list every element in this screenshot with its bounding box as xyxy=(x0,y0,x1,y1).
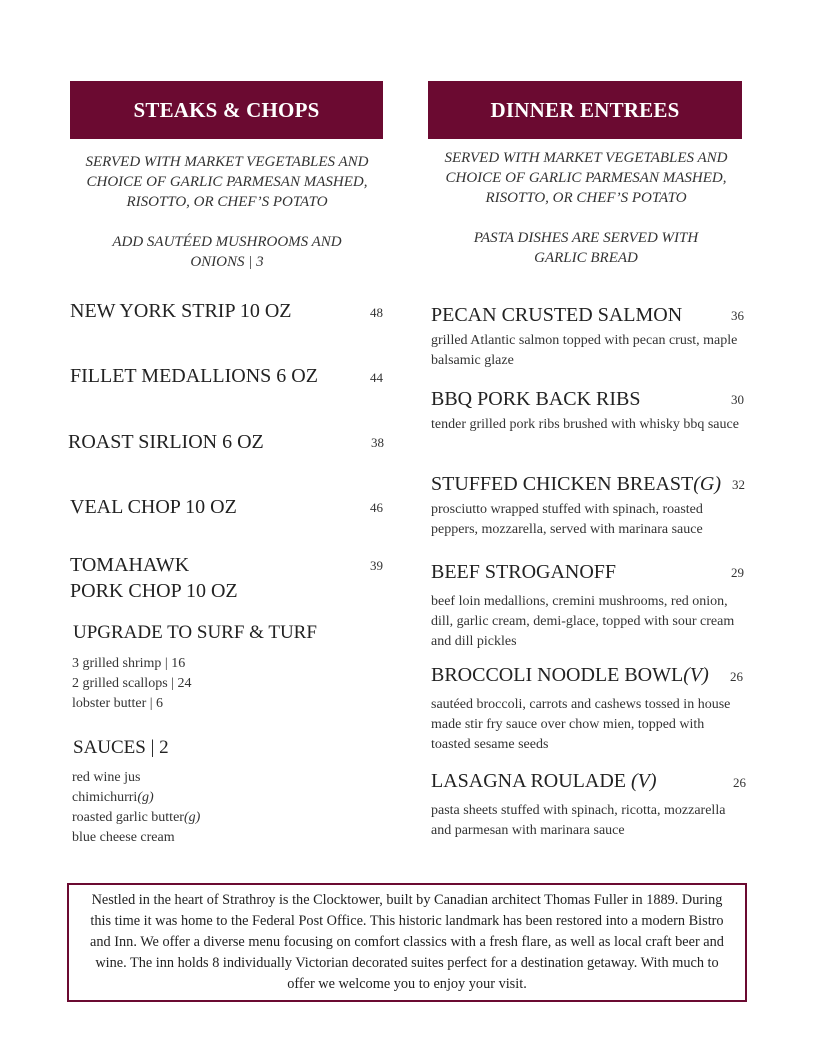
upgrade-title: UPGRADE TO SURF & TURF xyxy=(73,622,317,643)
item-beef-stroganoff: BEEF STROGANOFF xyxy=(431,561,617,583)
desc-lasagna-roulade: pasta sheets stuffed with spinach, ricotta, mozzarella and parmesan with marinara sauce xyxy=(431,803,726,838)
item-fillet-medallions: FILLET MEDALLIONS 6 OZ xyxy=(70,365,318,387)
desc-beef-stroganoff: beef loin medallions, cremini mushrooms, red onion, dill, garlic cream, demi-glace, topped with sour cream and dill pickles xyxy=(431,594,735,649)
price-bbq-pork-back-ribs: 30 xyxy=(731,392,744,407)
price-beef-stroganoff: 29 xyxy=(731,565,744,580)
entrees-served-note: SERVED WITH MARKET VEGETABLES AND CHOICE OF GARLIC PARMESAN MASHED, RISOTTO, OR CHEF’S POTATO xyxy=(444,150,728,206)
entrees-pasta-note: PASTA DISHES ARE SERVED WITH GARLIC BREAD xyxy=(473,230,699,266)
desc-bbq-pork-back-ribs: tender grilled pork ribs brushed with whisky bbq sauce xyxy=(431,417,739,432)
price-broccoli-noodle-bowl: 26 xyxy=(730,669,743,684)
upgrade-line: lobster butter | 6 xyxy=(72,696,164,711)
item-new-york-strip: NEW YORK STRIP 10 OZ xyxy=(70,300,292,322)
sauces-list xyxy=(72,768,200,848)
dinner-entrees-header: DINNER ENTREES xyxy=(428,81,742,139)
upgrade-line: 3 grilled shrimp | 16 xyxy=(72,656,186,671)
upgrade-list xyxy=(72,654,191,714)
desc-pecan-crusted-salmon: grilled Atlantic salmon topped with pecan crust, maple balsamic glaze xyxy=(431,333,738,368)
sauce-line: blue cheese cream xyxy=(72,830,175,845)
item-roast-sirlion: ROAST SIRLION 6 OZ xyxy=(68,431,264,453)
item-tomahawk-line1: TOMAHAWK xyxy=(70,554,190,576)
history-footer-box xyxy=(67,883,747,1002)
gluten-mark: (g) xyxy=(137,790,154,805)
steaks-served-note: SERVED WITH MARKET VEGETABLES AND CHOICE OF GARLIC PARMESAN MASHED, RISOTTO, OR CHEF’S POTATO xyxy=(85,154,369,210)
price-lasagna-roulade: 26 xyxy=(733,775,746,790)
item-stuffed-chicken-breast: STUFFED CHICKEN BREAST(G) xyxy=(431,473,722,495)
item-bbq-pork-back-ribs: BBQ PORK BACK RIBS xyxy=(431,388,641,410)
price-fillet-medallions: 44 xyxy=(370,370,383,385)
item-tomahawk-line2: PORK CHOP 10 OZ xyxy=(70,580,238,602)
price-pecan-crusted-salmon: 36 xyxy=(731,308,744,323)
item-broccoli-noodle-bowl: BROCCOLI NOODLE BOWL(V) xyxy=(431,664,709,686)
vegetarian-mark: (V) xyxy=(683,664,709,686)
price-tomahawk: 39 xyxy=(370,558,383,573)
steaks-chops-header: STEAKS & CHOPS xyxy=(70,81,383,139)
gluten-mark: (g) xyxy=(183,810,201,825)
price-veal-chop: 46 xyxy=(370,500,383,515)
vegetarian-mark: (V) xyxy=(631,770,657,792)
item-pecan-crusted-salmon: PECAN CRUSTED SALMON xyxy=(431,304,683,326)
item-lasagna-roulade: LASAGNA ROULADE (V) xyxy=(431,770,657,792)
sauce-line: roasted garlic butter(g) xyxy=(72,810,201,825)
price-roast-sirlion: 38 xyxy=(371,435,384,450)
upgrade-line: 2 grilled scallops | 24 xyxy=(72,676,192,691)
sauce-line: red wine jus xyxy=(72,770,141,785)
item-veal-chop: VEAL CHOP 10 OZ xyxy=(70,496,237,518)
steaks-addon-note: ADD SAUTÉED MUSHROOMS AND ONIONS | 3 xyxy=(112,234,342,270)
sauce-line: chimichurri(g) xyxy=(72,790,154,805)
price-stuffed-chicken-breast: 32 xyxy=(732,477,745,492)
desc-broccoli-noodle-bowl: sautéed broccoli, carrots and cashews tossed in house made stir fry sauce over chow mien, topped with toasted sesame seeds xyxy=(431,697,731,752)
desc-stuffed-chicken-breast: prosciutto wrapped stuffed with spinach, roasted peppers, mozzarella, served with marinara sauce xyxy=(431,502,703,537)
sauces-title: SAUCES | 2 xyxy=(73,737,169,758)
price-new-york-strip: 48 xyxy=(370,305,383,320)
gluten-mark: (G) xyxy=(693,473,722,495)
history-text: Nestled in the heart of Strathroy is the Clocktower, built by Canadian architect Thomas Fuller in 1889. During this time it was home to the Federal Post Office. This historic landmark has been restored into a modern Bistro and Inn. We offer a diverse menu focusing on comfort classics with a fresh flare, as well as local craft beer and wine. The inn holds 8 individually Victorian decorated suites perfect for a destination getaway. With much to offer we welcome you to enjoy your visit. xyxy=(90,892,724,992)
